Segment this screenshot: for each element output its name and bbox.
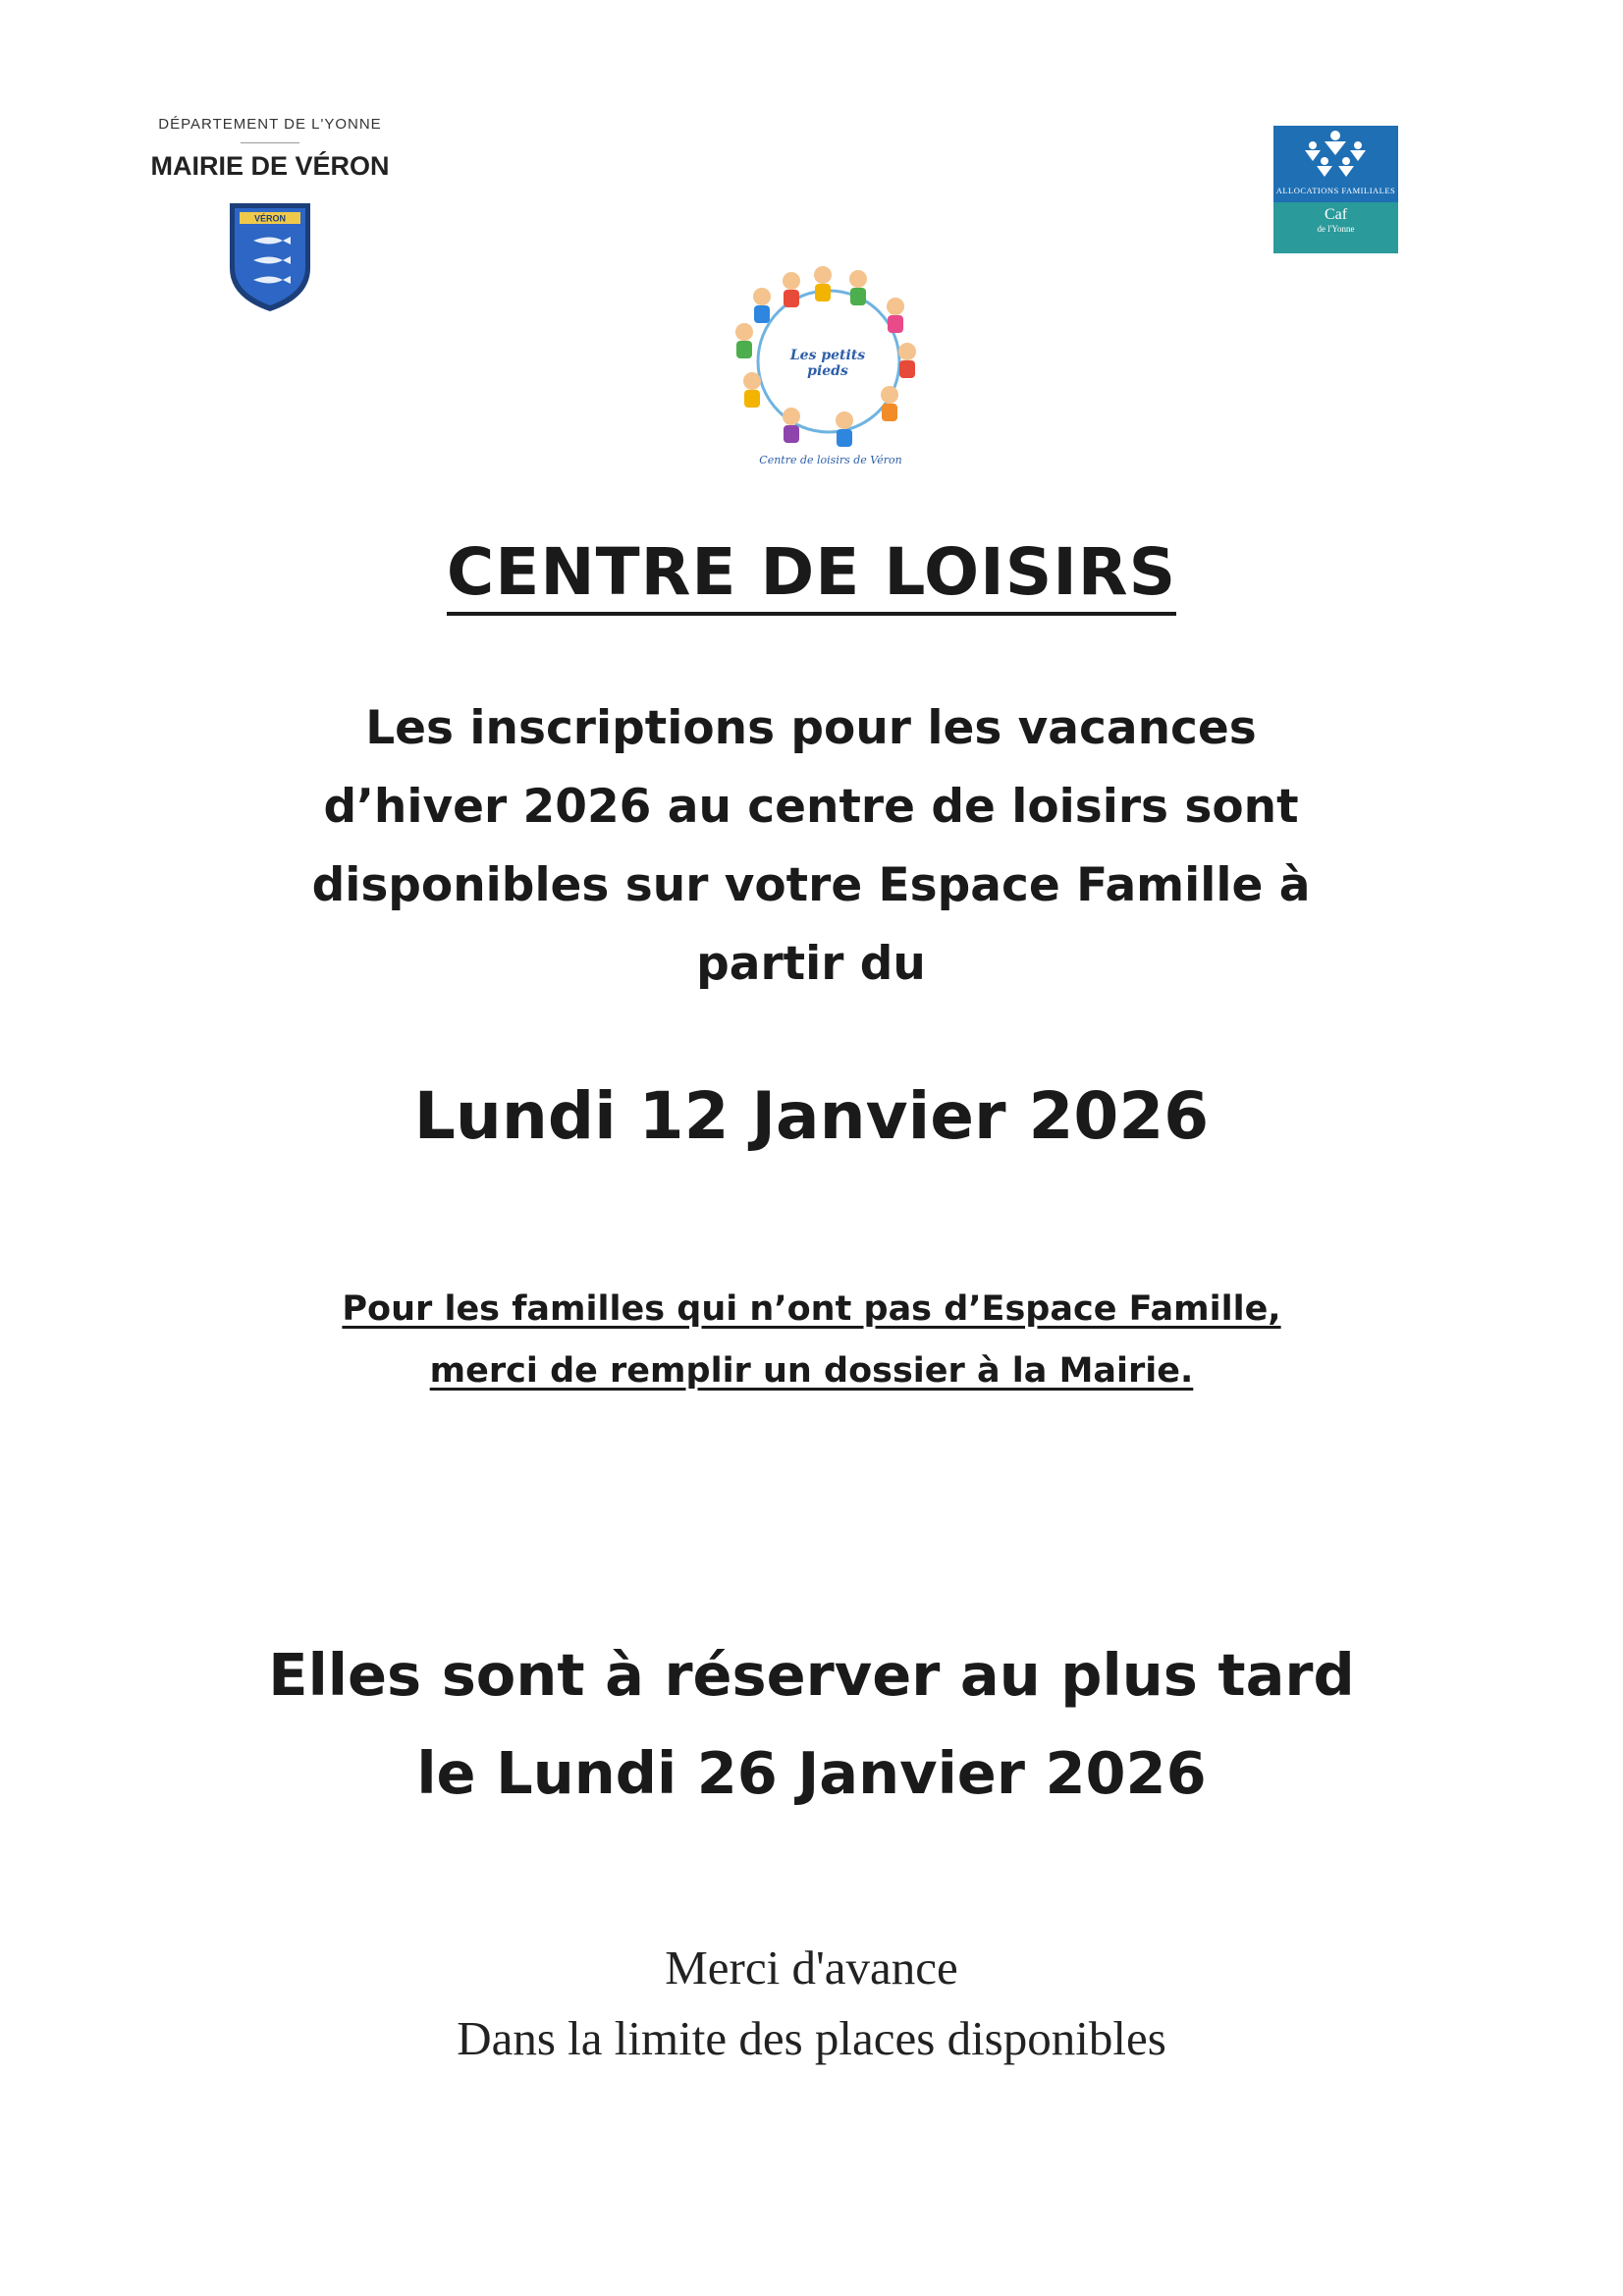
notice-line: Pour les familles qui n’ont pas d’Espace Famille, bbox=[342, 1289, 1281, 1329]
caf-department: de l'Yonne bbox=[1317, 224, 1355, 234]
mairie-header bbox=[137, 116, 403, 319]
header-divider bbox=[241, 142, 299, 143]
veron-crest-icon bbox=[226, 199, 314, 315]
caf-name: Caf bbox=[1324, 206, 1348, 223]
caf-logo bbox=[1273, 126, 1398, 253]
deadline-line: le Lundi 26 Janvier 2026 bbox=[416, 1739, 1207, 1807]
caf-people-icon bbox=[1273, 126, 1398, 185]
caf-logo-bottom bbox=[1273, 202, 1398, 253]
deadline-paragraph bbox=[0, 1626, 1623, 1823]
crest-label: VÉRON bbox=[253, 213, 287, 224]
deadline-line: Elles sont à réserver au plus tard bbox=[268, 1641, 1355, 1709]
mairie-name: MAIRIE DE VÉRON bbox=[150, 151, 390, 181]
notice-line: merci de remplir un dossier à la Mairie. bbox=[429, 1351, 1194, 1391]
centre-logo-subtitle: Centre de loisirs de Véron bbox=[759, 454, 902, 466]
intro-paragraph bbox=[271, 689, 1351, 1004]
intro-line: partir du bbox=[696, 937, 926, 991]
opening-date: Lundi 12 Janvier 2026 bbox=[413, 1078, 1210, 1154]
caf-logo-top bbox=[1273, 126, 1398, 202]
centre-logo bbox=[713, 263, 948, 481]
centre-logo-name: Les petits pieds bbox=[789, 348, 866, 379]
notice-paragraph bbox=[196, 1279, 1427, 1402]
closing-line: Merci d'avance bbox=[665, 1941, 958, 1995]
intro-line: disponibles sur votre Espace Famille à bbox=[311, 858, 1311, 912]
caf-allocations-label: ALLOCATIONS FAMILIALES bbox=[1275, 186, 1396, 195]
department-label: DÉPARTEMENT DE L'YONNE bbox=[158, 116, 382, 133]
intro-line: Les inscriptions pour les vacances bbox=[365, 701, 1257, 755]
page-title bbox=[0, 534, 1623, 610]
closing-note bbox=[0, 1933, 1623, 2074]
closing-line: Dans la limite des places disponibles bbox=[457, 2011, 1166, 2065]
intro-line: d’hiver 2026 au centre de loisirs sont bbox=[323, 780, 1299, 834]
page-title-text: CENTRE DE LOISIRS bbox=[447, 534, 1176, 616]
